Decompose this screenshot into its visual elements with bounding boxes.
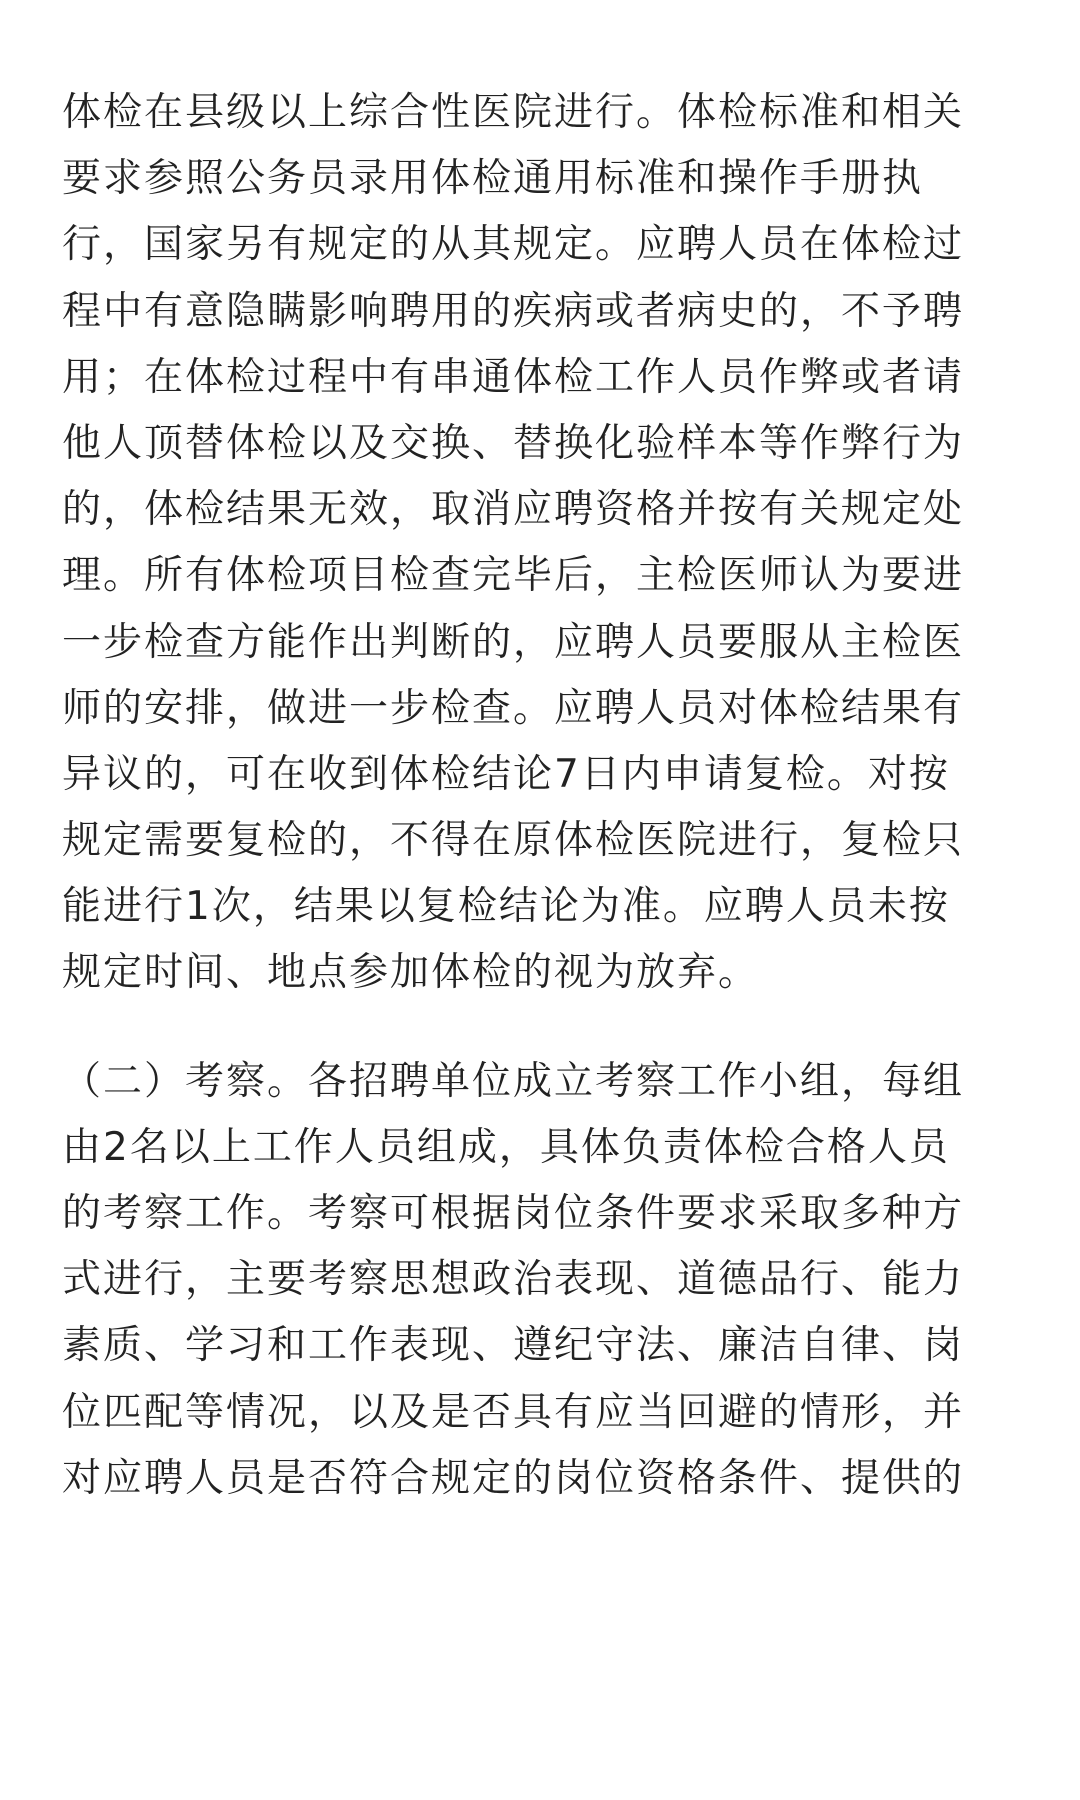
text-line: 能进行1次，结果以复检结论为准。应聘人员未按: [62, 884, 950, 930]
text-line: 行，国家另有规定的从其规定。应聘人员在体检过: [62, 222, 965, 268]
text-line: 程中有意隐瞒影响聘用的疾病或者病史的，不予聘: [62, 288, 965, 334]
text-line: 体检在县级以上综合性医院进行。体检标准和相关: [62, 90, 965, 135]
paragraph-spacer: [62, 1007, 1022, 1049]
text-line: 规定需要复检的，不得在原体检医院进行，复检只: [62, 818, 965, 864]
paragraph-inspection: [62, 1049, 1022, 1512]
text-line: 的考察工作。考察可根据岗位条件要求采取多种方: [62, 1191, 965, 1236]
text-line: 位匹配等情况，以及是否具有应当回避的情形，并: [62, 1389, 965, 1435]
text-line: 理。所有体检项目检查完毕后，主检医师认为要进: [62, 553, 965, 599]
text-line: 式进行，主要考察思想政治表现、道德品行、能力: [62, 1257, 965, 1303]
text-line: 的，体检结果无效，取消应聘资格并按有关规定处: [62, 487, 965, 533]
text-line: 素质、学习和工作表现、遵纪守法、廉洁自律、岗: [62, 1323, 965, 1369]
text-line: 师的安排，做进一步检查。应聘人员对体检结果有: [62, 685, 965, 731]
text-line: 要求参照公务员录用体检通用标准和操作手册执: [62, 156, 924, 202]
text-line: 一步检查方能作出判断的，应聘人员要服从主检医: [62, 619, 965, 665]
text-line: 由2名以上工作人员组成，具体负责体检合格人员: [62, 1124, 950, 1170]
text-line: （二）考察。各招聘单位成立考察工作小组，每组: [62, 1058, 965, 1104]
text-line: 他人顶替体检以及交换、替换化验样本等作弊行为: [62, 420, 965, 466]
text-line: 异议的，可在收到体检结论7日内申请复检。对按: [62, 751, 950, 797]
article-body: [62, 80, 1022, 1512]
text-line: 用；在体检过程中有串通体检工作人员作弊或者请: [62, 354, 965, 400]
text-line: 规定时间、地点参加体检的视为放弃。: [62, 950, 760, 996]
paragraph-physical-exam: [62, 80, 1022, 1007]
text-line: 对应聘人员是否符合规定的岗位资格条件、提供的: [62, 1455, 965, 1501]
